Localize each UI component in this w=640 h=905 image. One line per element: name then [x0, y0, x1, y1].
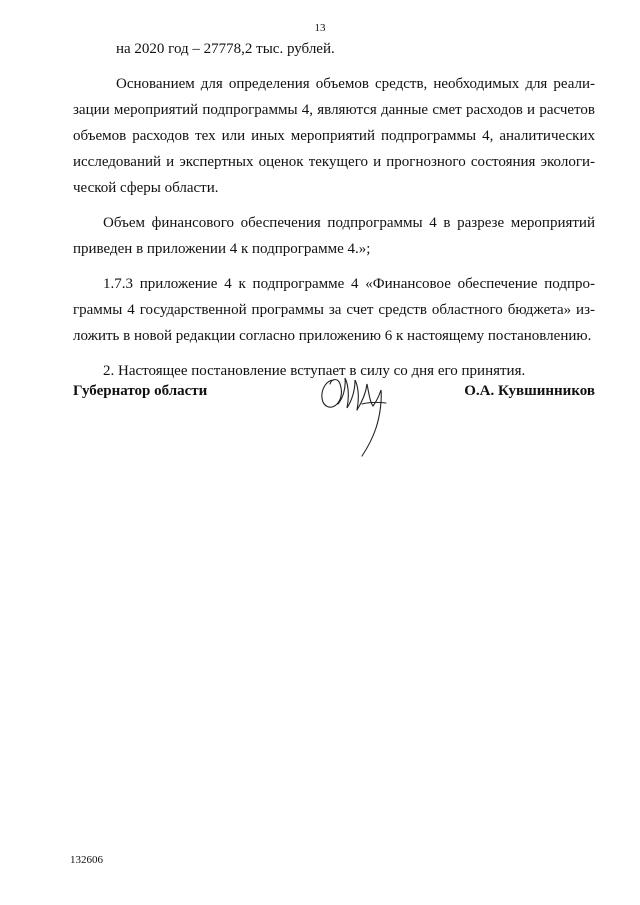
handwritten-signature-icon	[318, 366, 398, 458]
page-number: 13	[314, 22, 326, 34]
body-line: на 2020 год – 27778,2 тыс. рублей.	[116, 41, 335, 57]
body-line: 1.7.3 приложение 4 к подпрограмме 4 «Финансовое обеспечение подпро-	[103, 276, 595, 292]
body-line: Основанием для определения объемов средств, необходимых для реали-	[116, 76, 595, 92]
body-line: ческой сферы области.	[73, 180, 219, 196]
body-line: Объем финансового обеспечения подпрограммы 4 в разрезе мероприятий	[103, 215, 595, 231]
signer-name: О.А. Кувшинников	[464, 383, 595, 399]
body-line: приведен в приложении 4 к подпрограмме 4.»;	[73, 241, 371, 257]
body-line: исследований и экспертных оценок текущего и прогнозного состояния экологи-	[73, 154, 595, 170]
document-code: 132606	[70, 854, 103, 866]
body-line: 2. Настоящее постановление вступает в силу со дня его принятия.	[103, 363, 526, 379]
body-line: граммы 4 государственной программы за счет средств областного бюджета» из-	[73, 302, 595, 318]
body-line: ложить в новой редакции согласно приложению 6 к настоящему постановлению.	[73, 328, 592, 344]
signer-title: Губернатор области	[73, 383, 208, 399]
body-line: зации мероприятий подпрограммы 4, являются данные смет расходов и расчетов	[73, 102, 595, 118]
body-line: объемов расходов тех или иных мероприятий подпрограммы 4, аналитических	[73, 128, 595, 144]
document-body	[73, 36, 595, 384]
